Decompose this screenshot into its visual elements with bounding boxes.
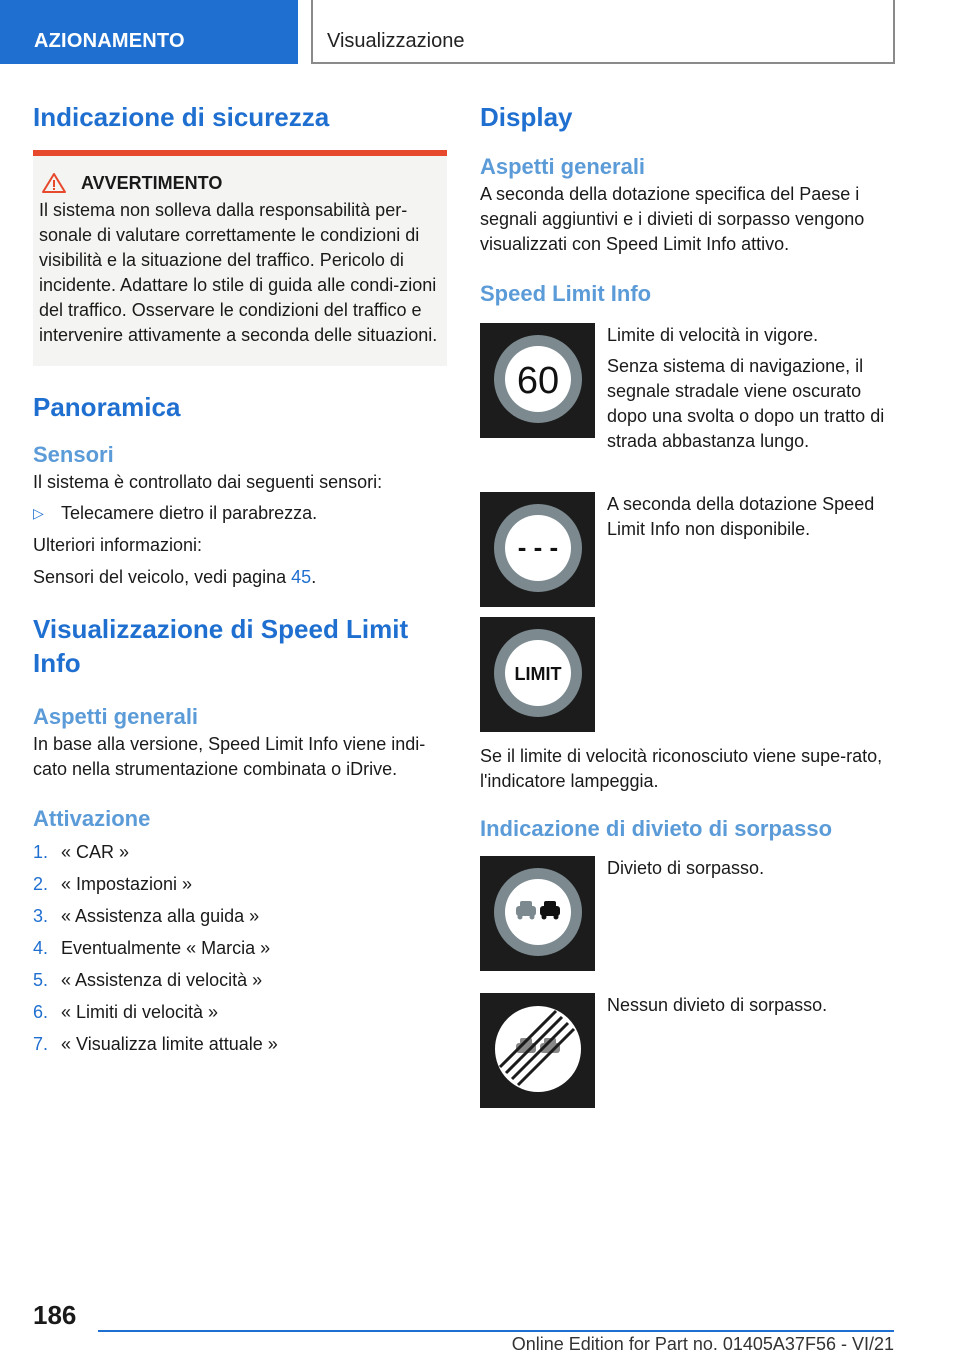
sign-row-limit [480,617,894,732]
speed-limit-60-sign-icon [480,323,595,438]
speed-limit-unavailable-sign-icon [480,492,595,607]
step-text: « Assistenza alla guida » [61,906,260,926]
no-overtaking-sign-icon [480,856,595,971]
header-section-label: AZIONAMENTO [34,30,185,52]
list-item [33,936,447,961]
step-number: 3. [33,906,49,926]
activation-steps [33,840,447,1057]
exceeded-text: Se il limite di velocità riconosciuto viene supe-rato, l'indicatore lampeggia. [480,746,883,791]
step-text: « Assistenza di velocità » [61,970,263,990]
step-text: Eventualmente « Marcia » [61,938,271,958]
warning-triangle-icon [41,172,67,194]
end-no-overtaking-sign-icon [480,993,595,1108]
step-text: « CAR » [61,842,130,862]
right-column [480,100,894,1108]
sign-row-no-overtake [480,856,894,971]
list-item [33,904,447,929]
step-number: 1. [33,842,49,862]
speed-limit-exceeded-sign-icon [480,617,595,732]
display-general-title: Aspetti generali [480,154,646,179]
no-overtake-description [607,856,764,971]
sign-row-end-no-overtake [480,993,894,1108]
no-overtake-text: Divieto di sorpasso. [607,858,765,878]
header-chapter [311,0,895,64]
header-chapter-label: Visualizzazione [327,30,465,52]
sign-limit-value: LIMIT [514,664,562,684]
warning-header [41,172,441,194]
sign-60-text-2: Senza sistema di navigazione, il segnale stradale viene oscurato dopo una svolta o dopo un tratto di strada abbastanza lungo. [607,356,885,451]
step-text: « Visualizza limite attuale » [61,1034,278,1054]
sign-60-text-1: Limite di velocità in vigore. [607,325,819,345]
warning-box [33,150,447,366]
safety-title: Indicazione di sicurezza [33,102,330,132]
no-overtake-title: Indicazione di divieto di sorpasso [480,816,833,841]
list-item [33,968,447,993]
end-no-overtake-description [607,993,827,1108]
sensors-title: Sensori [33,442,114,467]
sign-dash-value: - - - [517,532,559,562]
sensors-intro: Il sistema è controllato dai seguenti sensori: [33,472,383,492]
general-text: In base alla versione, Speed Limit Info viene indi-cato nella strumentazione combinata o iDrive. [33,734,426,779]
sign-row-60 [480,323,894,454]
end-no-overtake-text: Nessun divieto di sorpasso. [607,995,828,1015]
more-info-label: Ulteriori informazioni: [33,535,203,555]
sensors-reference-end: . [311,567,317,587]
sensors-page-link[interactable]: 45 [291,567,312,587]
list-item [33,840,447,865]
page-number: 186 [33,1300,77,1330]
sensors-bullet [33,501,447,526]
step-text: « Impostazioni » [61,874,193,894]
sign-dash-text: A seconda della dotazione Speed Limit Info non disponibile. [607,494,875,539]
warning-label: AVVERTIMENTO [81,172,223,193]
footer-divider [98,1330,894,1332]
list-item [33,1032,447,1057]
overview-title: Panoramica [33,392,181,422]
sign-dash-description [607,492,894,607]
footer-edition: Online Edition for Part no. 01405A37F56 - VI/21 [511,1334,894,1354]
list-item [33,872,447,897]
activation-title: Attivazione [33,806,151,831]
step-number: 4. [33,938,49,958]
display-section-title: Visualizzazione di Speed Limit Info [33,614,409,678]
sensors-reference [33,565,447,590]
step-number: 7. [33,1034,49,1054]
display-general-text: A seconda della dotazione specifica del Paese i segnali aggiuntivi e i divieti di sorpasso vengono visualizzati con Speed Limit Info attivo. [480,184,865,254]
list-item [33,1000,447,1025]
general-title: Aspetti generali [33,704,199,729]
sign-60-value: 60 [516,360,560,402]
left-column [33,100,447,1064]
step-text: « Limiti di velocità » [61,1002,219,1022]
warning-text: Il sistema non solleva dalla responsabilità per-sonale di valutare correttamente le condizioni di visibilità e la situazione del traffico. Pericolo di incidente. Adattare lo stile di guida alle condi-zioni del traffico. Osservare le condizioni del traffico e intervenire attivamente a seconda delle situazioni. [39,200,438,345]
sign-row-dash [480,492,894,607]
bullet-triangle-icon: ▷ [33,505,44,521]
sensors-reference-text: Sensori del veicolo, vedi pagina [33,567,292,587]
display-title: Display [480,102,573,132]
step-number: 6. [33,1002,49,1022]
step-number: 5. [33,970,49,990]
sensors-bullet-text: Telecamere dietro il parabrezza. [61,503,318,523]
header-section [0,0,298,64]
speed-limit-info-title: Speed Limit Info [480,281,652,306]
sign-60-description [607,323,894,454]
step-number: 2. [33,874,49,894]
